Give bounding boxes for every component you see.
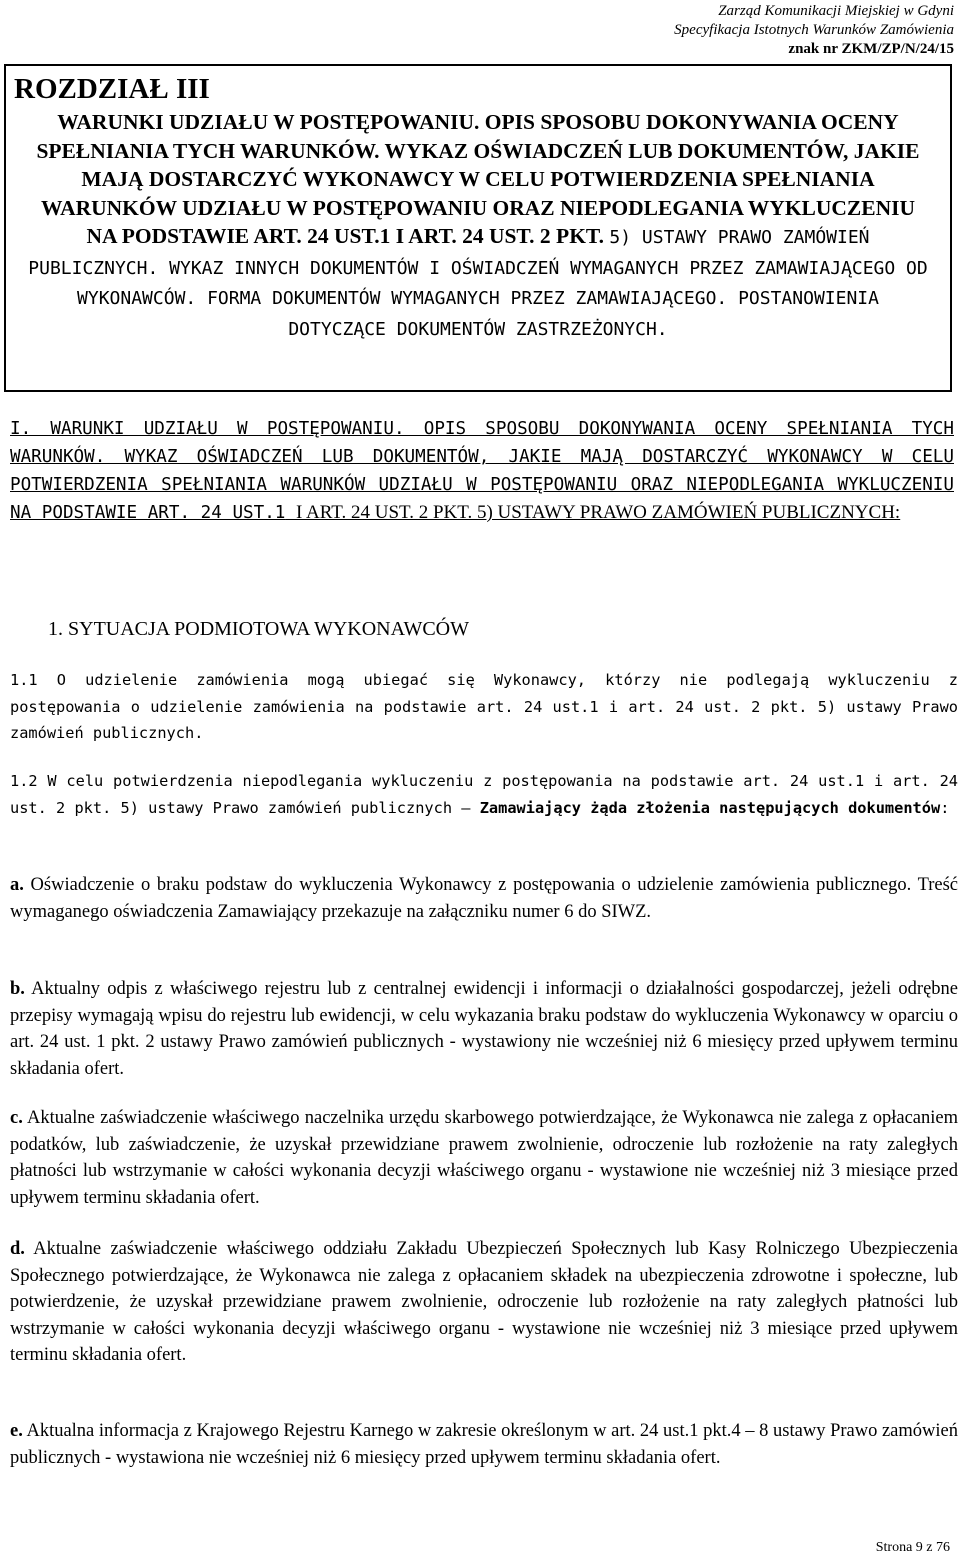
- list-item-c-label: c.: [10, 1108, 23, 1128]
- page-number: Strona 9 z 76: [875, 1540, 950, 1555]
- list-item-d-text: Aktualne zaświadczenie właściwego oddziału Zakładu Ubezpieczeń Społecznych lub Kasy Rolniczego Ubezpieczenia Społecznego potwierdzające, że Wykonawca nie zalega z opłacaniem składek na ubezpieczenia zdrowotne i społeczne, lub potwierdzenie, że uzyskał przewidziane prawem zwolnienie, odroczenie lub rozłożenie na raty zaległych płatności lub wstrzymanie w całości wykonania decyzji właściwego organu - wystawione nie wcześniej niż 3 miesiące przed upływem terminu składania ofert.: [10, 1239, 958, 1365]
- chapter-label: ROZDZIAŁ III: [14, 73, 210, 105]
- subsection-title: SYTUACJA PODMIOTOWA WYKONAWCÓW: [68, 618, 469, 640]
- chapter-title-part2: 5) USTAWY PRAWO ZAMÓWIEŃ PUBLICZNYCH. WYKAZ INNYCH DOKUMENTÓW I OŚWIADCZEŃ WYMAGANYCH PRZEZ ZAMAWIAJĄCEGO OD WYKONAWCÓW. FORMA DOKUMENTÓW WYMAGANYCH PRZEZ ZAMAWIAJĄCEGO. POSTANOWIENIA DOTYCZĄCE DOKUMENTÓW ZASTRZEŻONYCH.: [28, 227, 928, 340]
- paragraph-1-2-colon: :: [940, 798, 950, 817]
- list-item-d-label: d.: [10, 1239, 25, 1259]
- paragraph-1-2-emphasis: Zamawiający żąda złożenia następujących dokumentów: [479, 798, 941, 817]
- list-item-a-label: a.: [10, 875, 24, 895]
- section-heading: [10, 415, 954, 527]
- list-item-e-label: e.: [10, 1421, 23, 1441]
- list-item-e: [10, 1418, 958, 1471]
- list-item-b-text: Aktualny odpis z właściwego rejestru lub z centralnej ewidencji i informacji o działalności gospodarczej, jeżeli odrębne przepisy wymagają wpisu do rejestru lub ewidencji, w celu wykazania braku podstaw do wykluczenia Wykonawcy w oparciu o art. 24 ust. 1 pkt. 2 ustawy Prawo zamówień publicznych - wystawiony nie wcześniej niż 6 miesięcy przed upływem terminu składania ofert.: [10, 979, 958, 1079]
- list-item-e-text: Aktualna informacja z Krajowego Rejestru Karnego w zakresie określonym w art. 24 ust.1 pkt.4 – 8 ustawy Prawo zamówień publicznych - wystawiona nie wcześniej niż 6 miesięcy przed upływem terminu składania ofert.: [10, 1421, 958, 1468]
- list-item-c: [10, 1105, 958, 1211]
- list-item-c-text: Aktualne zaświadczenie właściwego naczelnika urzędu skarbowego potwierdzające, że Wykonawca nie zalega z opłacaniem podatków, lub zaświadczenie, że uzyskał przewidziane prawem zwolnienie, odroczenie lub rozłożenie na raty zaległych płatności lub wstrzymanie w całości wykonania decyzji właściwego organu - wystawione nie wcześniej niż 3 miesiące przed upływem terminu składania ofert.: [10, 1108, 958, 1208]
- section-heading-part1: I. WARUNKI UDZIAŁU W POSTĘPOWANIU. OPIS SPOSOBU DOKONYWANIA OCENY SPEŁNIANIA TYCH WARUNKÓW. WYKAZ OŚWIADCZEŃ LUB DOKUMENTÓW, JAKIE MAJĄ DOSTARCZYĆ WYKONAWCY W CELU POTWIERDZENIA SPEŁNIANIA WARUNKÓW UDZIAŁU W POSTĘPOWANIU ORAZ NIEPODLEGANIA WYKLUCZENIU NA PODSTAWIE ART. 24 UST.1: [10, 419, 954, 523]
- list-item-d: [10, 1236, 958, 1369]
- list-item-b-label: b.: [10, 979, 25, 999]
- header-document-title: Specyfikacja Istotnych Warunków Zamówienia: [674, 22, 954, 38]
- subsection-number: 1.: [48, 618, 63, 640]
- section-heading-part2: I ART. 24 UST. 2 PKT. 5) USTAWY PRAWO ZAMÓWIEŃ PUBLICZNYCH:: [296, 502, 901, 523]
- chapter-title: [26, 108, 930, 344]
- list-item-b: [10, 976, 958, 1082]
- subsection-heading: [48, 616, 469, 642]
- list-item-a: [10, 872, 958, 925]
- paragraph-1-2: [10, 768, 958, 821]
- paragraph-1-2-text: 1.2 W celu potwierdzenia niepodlegania wykluczeniu z postępowania na podstawie art. 24 ust.1 i art. 24 ust. 2 pkt. 5) ustawy Prawo zamówień publicznych –: [10, 772, 958, 817]
- paragraph-1-1: 1.1 O udzielenie zamówienia mogą ubiegać się Wykonawcy, którzy nie podlegają wykluczeniu z postępowania o udzielenie zamówienia na podstawie art. 24 ust.1 i art. 24 ust. 2 pkt. 5) ustawy Prawo zamówień publicznych.: [10, 671, 958, 742]
- chapter-title-part1: WARUNKI UDZIAŁU W POSTĘPOWANIU. OPIS SPOSOBU DOKONYWANIA OCENY SPEŁNIANIA TYCH WARUNKÓW. WYKAZ OŚWIADCZEŃ LUB DOKUMENTÓW, JAKIE MAJĄ DOSTARCZYĆ WYKONAWCY W CELU POTWIERDZENIA SPEŁNIANIA WARUNKÓW UDZIAŁU W POSTĘPOWANIU ORAZ NIEPODLEGANIA WYKLUCZENIU NA PODSTAWIE ART. 24 UST.1 I ART. 24 UST. 2 PKT.: [36, 110, 920, 248]
- header-reference-number: znak nr ZKM/ZP/N/24/15: [788, 41, 954, 57]
- header-institution: Zarząd Komunikacji Miejskiej w Gdyni: [718, 3, 954, 19]
- chapter-box: [4, 64, 952, 392]
- page-header: [674, 2, 954, 59]
- list-item-a-text: Oświadczenie o braku podstaw do wykluczenia Wykonawcy z postępowania o udzielenie zamówienia publicznego. Treść wymaganego oświadczenia Zamawiający przekazuje na załączniku numer 6 do SIWZ.: [10, 875, 958, 922]
